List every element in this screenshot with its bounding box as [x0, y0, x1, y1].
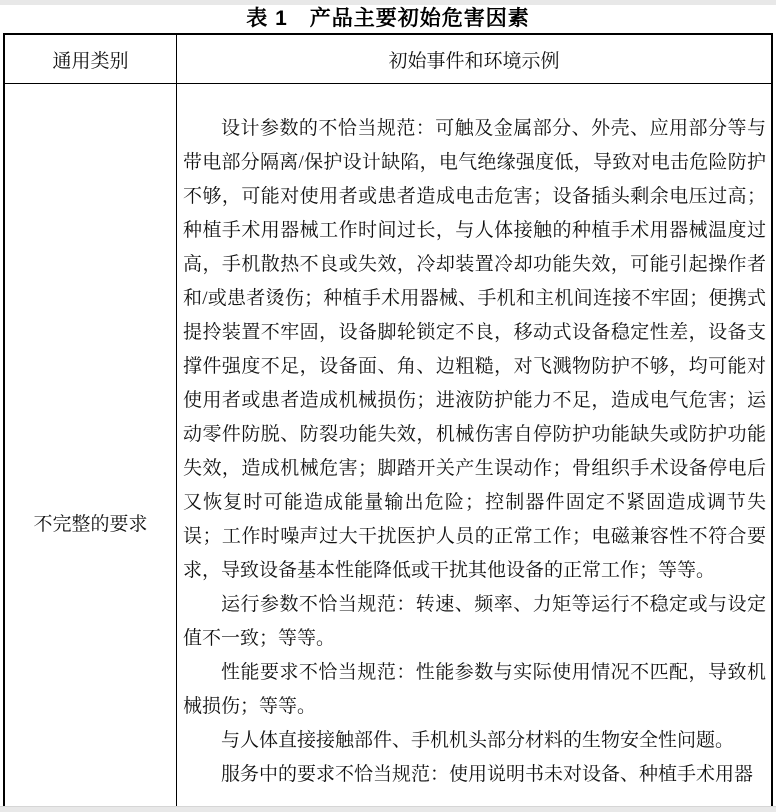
- body-cell-examples: [177, 84, 771, 812]
- paragraph-service-requirements: 服务中的要求不恰当规范：使用说明书未对设备、种植手术用器: [221, 764, 754, 785]
- page-edge-bottom: [0, 806, 776, 812]
- paragraph-operating-parameters: 运行参数不恰当规范：转速、频率、力矩等运行不稳定或与设定值不一致；等等。: [183, 594, 766, 649]
- body-cell-category: 不完整的要求: [5, 84, 177, 812]
- hazard-factors-table: [3, 33, 773, 812]
- table-caption: 表 1 产品主要初始危害因素: [246, 7, 530, 30]
- paragraph-biosafety: 与人体直接接触部件、手机机头部分材料的生物安全性问题。: [221, 730, 735, 751]
- header-cell-category: 通用类别: [5, 35, 177, 83]
- table-header-row: [5, 35, 771, 84]
- paragraph-performance-requirements: 性能要求不恰当规范：性能参数与实际使用情况不匹配，导致机械损伤；等等。: [183, 662, 766, 717]
- page-edge-top: [0, 0, 776, 5]
- table-body-row: [5, 84, 771, 812]
- header-cell-examples: 初始事件和环境示例: [388, 50, 560, 72]
- paragraph-design-parameters: 设计参数的不恰当规范：可触及金属部分、外壳、应用部分等与带电部分隔离/保护设计缺陷，电气绝缘强度低，导致对电击危险防护不够，可能对使用者或患者造成电击危害；设备插头剩余电压过高；种植手术用器械工作时间过长，与人体接触的种植手术用器械温度过高，手机散热不良或失效，冷却装置冷却功能失效，可能引起操作者和/或患者烫伤；种植手术用器械、手机和主机间连接不牢固；便携式提拎装置不牢固，设备脚轮锁定不良，移动式设备稳定性差，设备支撑件强度不足，设备面、角、边粗糙，对飞溅物防护不够，均可能对使用者或患者造成机械损伤；进液防护能力不足，造成电气危害；运动零件防脱、防裂功能失效，机械伤害自停防护功能缺失或防护功能失效，造成机械危害；脚踏开关产生误动作；骨组织手术设备停电后又恢复时可能造成能量输出危险；控制器件固定不紧固造成调节失误；工作时噪声过大干扰医护人员的正常工作；电磁兼容性不符合要求，导致设备基本性能降低或干扰其他设备的正常工作；等等。: [183, 118, 766, 581]
